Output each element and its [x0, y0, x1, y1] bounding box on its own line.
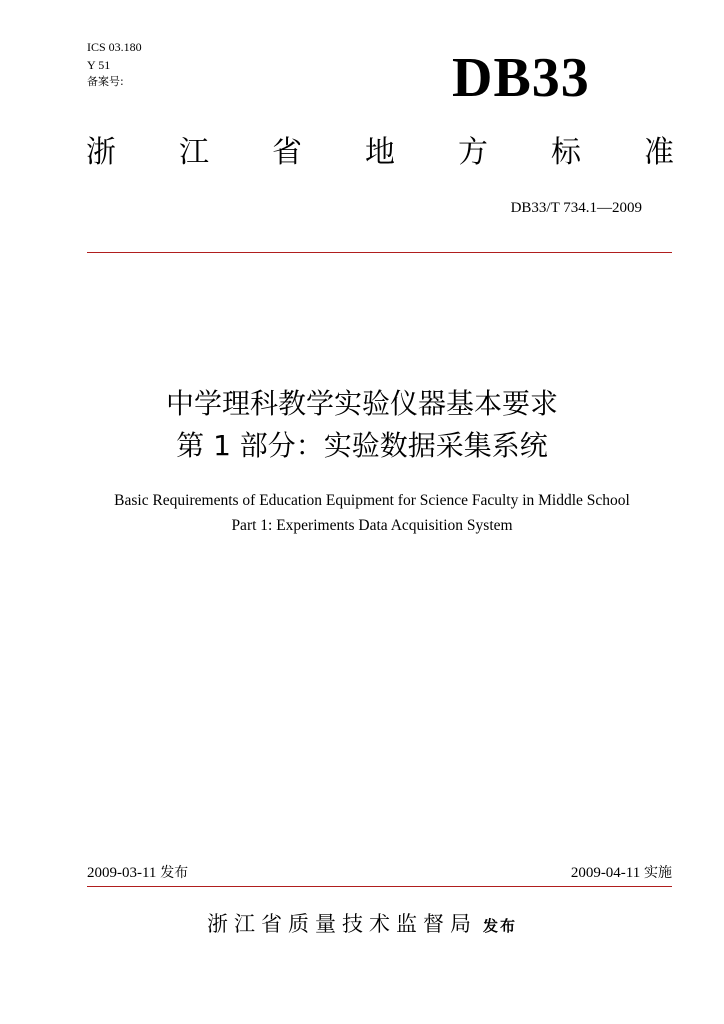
- publish-date-label: 发布: [160, 865, 189, 881]
- db33-logo: DB33: [452, 47, 590, 109]
- top-divider: [87, 252, 672, 253]
- standard-title-char: 浙: [86, 135, 116, 170]
- bottom-divider: [87, 886, 672, 887]
- chinese-title-line-1: 中学理科教学实验仪器基本要求: [165, 387, 558, 420]
- english-title-line-1: Basic Requirements of Education Equipment for Science Faculty in Middle School: [114, 492, 630, 509]
- publish-date: [87, 864, 188, 882]
- issuer-name: 浙江省质量技术监督局: [206, 912, 477, 936]
- chinese-title-line-2: [0, 428, 724, 464]
- document-number: DB33/T 734.1—2009: [510, 200, 642, 216]
- standard-title-char: 地: [365, 135, 395, 170]
- standard-title-char: 方: [458, 135, 488, 170]
- implement-date-label: 实施: [644, 865, 672, 881]
- implement-date-value: 2009-04-11: [570, 865, 641, 881]
- standard-title-char: 标: [551, 135, 581, 170]
- standard-title-char: 江: [179, 135, 209, 170]
- english-title-line-2: Part 1: Experiments Data Acquisition System: [231, 517, 513, 534]
- implement-date: [571, 864, 672, 882]
- publish-date-value: 2009-03-11: [87, 865, 157, 881]
- standard-title-char: 准: [644, 135, 674, 170]
- record-number-label: 备案号:: [87, 75, 124, 88]
- chinese-title-subtitle: ：实验数据采集系统: [295, 429, 548, 462]
- classification-code: Y 51: [87, 58, 111, 72]
- chinese-title-part: 第 1 部分: [176, 429, 296, 462]
- ics-code: ICS 03.180: [87, 40, 142, 54]
- standard-type-title: [86, 136, 674, 170]
- standard-title-char: 省: [272, 135, 302, 170]
- issuer: [0, 910, 724, 940]
- issuer-suffix: 发布: [482, 917, 517, 935]
